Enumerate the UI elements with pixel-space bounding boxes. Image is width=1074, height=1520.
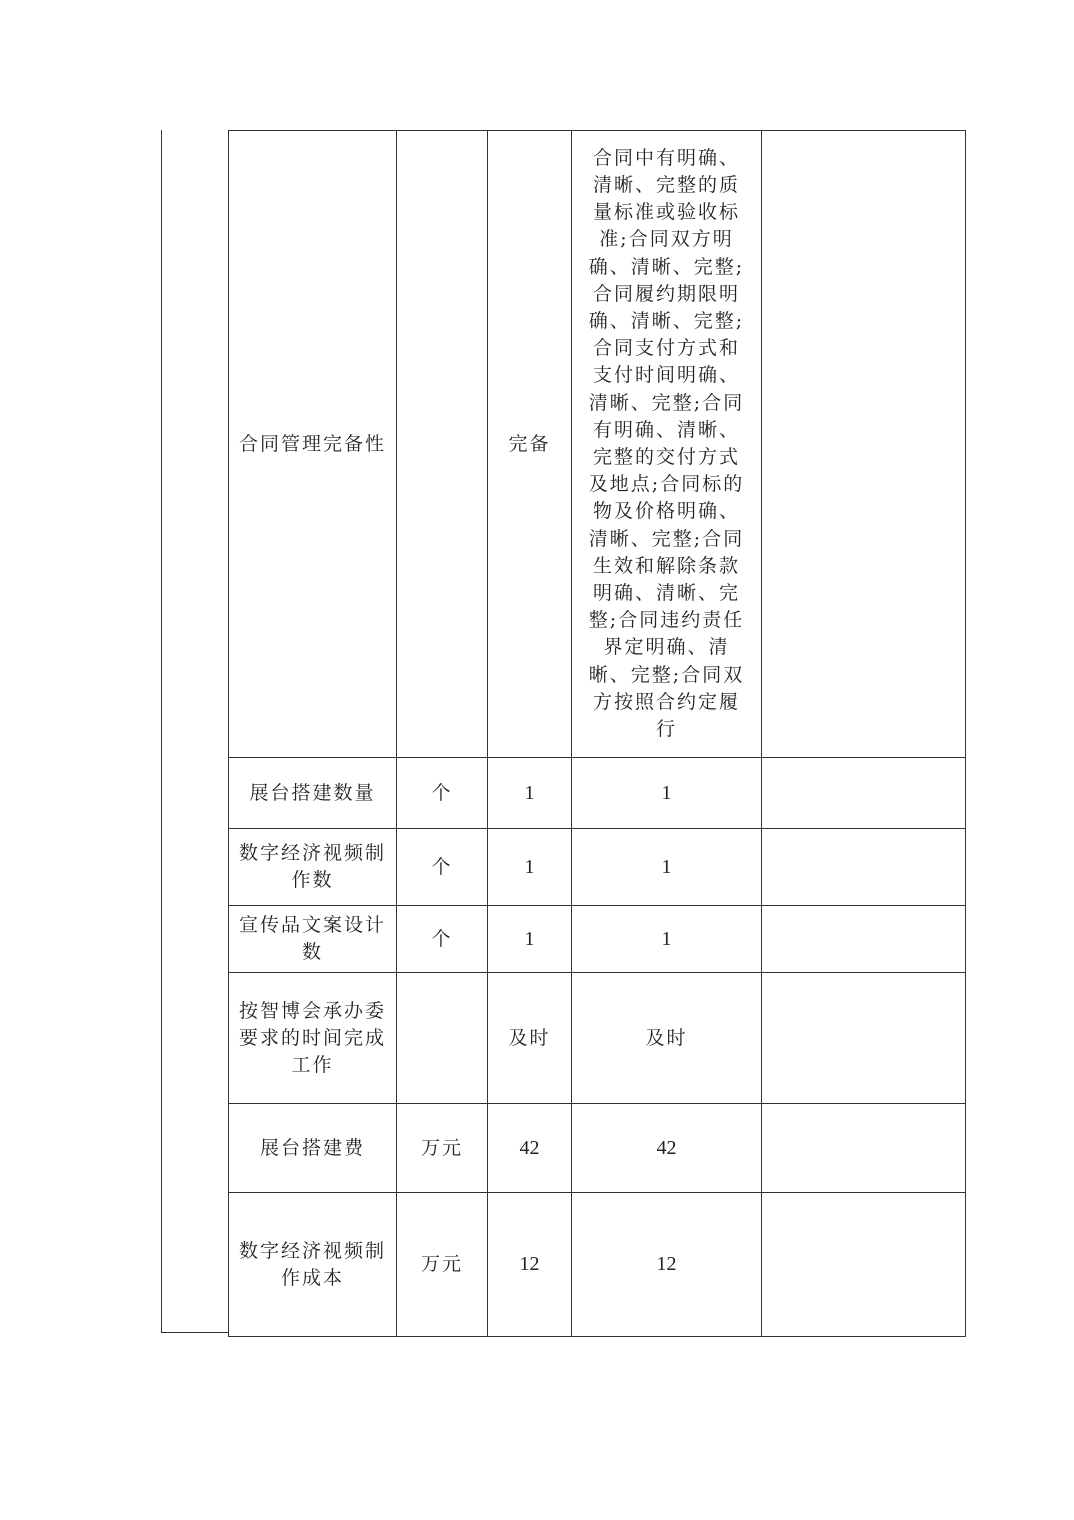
indicator-cell: 按智博会承办委要求的时间完成工作 [229, 973, 397, 1104]
target-value-cell: 1 [488, 906, 572, 973]
actual-value-cell: 1 [572, 906, 762, 973]
remark-cell [762, 973, 966, 1104]
performance-indicator-table [228, 130, 966, 1337]
remark-cell [762, 1104, 966, 1193]
actual-value-cell: 12 [572, 1193, 762, 1337]
remark-cell [762, 906, 966, 973]
table-row [229, 973, 966, 1104]
remark-cell [762, 131, 966, 758]
indicator-cell: 合同管理完备性 [229, 131, 397, 758]
unit-cell [397, 131, 488, 758]
unit-cell: 万元 [397, 1104, 488, 1193]
remark-cell [762, 1193, 966, 1337]
table-row [229, 1104, 966, 1193]
table-row [229, 1193, 966, 1337]
actual-value-cell: 合同中有明确、清晰、完整的质量标准或验收标准;合同双方明确、清晰、完整;合同履约期限明确、清晰、完整;合同支付方式和支付时间明确、清晰、完整;合同有明确、清晰、完整的交付方式及地点;合同标的物及价格明确、清晰、完整;合同生效和解除条款明确、清晰、完整;合同违约责任界定明确、清晰、完整;合同双方按照合约定履行 [572, 131, 762, 758]
remark-cell [762, 758, 966, 829]
unit-cell [397, 973, 488, 1104]
target-value-cell: 1 [488, 829, 572, 906]
unit-cell: 个 [397, 829, 488, 906]
table-row [229, 131, 966, 758]
unit-cell: 个 [397, 758, 488, 829]
table-row [229, 906, 966, 973]
table-row [229, 829, 966, 906]
target-value-cell: 12 [488, 1193, 572, 1337]
actual-value-cell: 1 [572, 829, 762, 906]
outer-left-border [161, 130, 162, 1333]
unit-cell: 个 [397, 906, 488, 973]
indicator-cell: 数字经济视频制作数 [229, 829, 397, 906]
unit-cell: 万元 [397, 1193, 488, 1337]
actual-value-cell: 1 [572, 758, 762, 829]
remark-cell [762, 829, 966, 906]
table-row [229, 758, 966, 829]
indicator-cell: 展台搭建数量 [229, 758, 397, 829]
target-value-cell: 1 [488, 758, 572, 829]
indicator-cell: 宣传品文案设计数 [229, 906, 397, 973]
indicator-cell: 展台搭建费 [229, 1104, 397, 1193]
actual-value-cell: 42 [572, 1104, 762, 1193]
indicator-cell: 数字经济视频制作成本 [229, 1193, 397, 1337]
actual-value-cell: 及时 [572, 973, 762, 1104]
outer-bottom-border [161, 1332, 229, 1333]
target-value-cell: 及时 [488, 973, 572, 1104]
target-value-cell: 42 [488, 1104, 572, 1193]
target-value-cell: 完备 [488, 131, 572, 758]
